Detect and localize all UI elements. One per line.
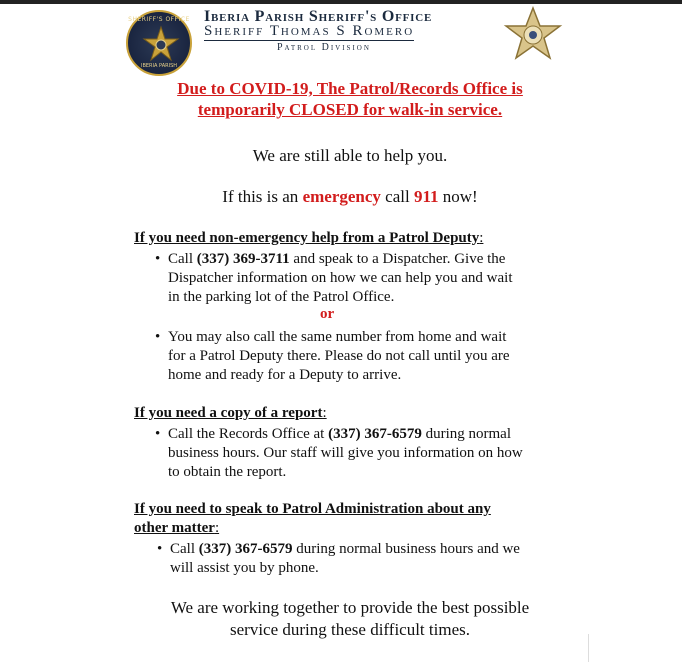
records-phone: (337) 367-6579 xyxy=(328,426,422,442)
or-separator: or xyxy=(320,306,335,322)
section-admin-heading-line-2: other matter xyxy=(134,520,215,536)
bullet-line: home and ready for a Deputy to arrive. xyxy=(168,367,402,383)
sheriff-name: Sheriff Thomas S Romero xyxy=(204,23,415,39)
bullet-dot-icon: • xyxy=(155,251,161,267)
bullet-text: Call the Records Office at xyxy=(168,426,325,442)
top-border xyxy=(0,0,682,4)
closure-notice-line-1: Due to COVID-19, The Patrol/Records Office is xyxy=(177,79,523,98)
seal-top-text: SHERIFF'S OFFICE xyxy=(128,16,190,23)
emergency-suffix: now! xyxy=(442,187,478,206)
office-title: Iberia Parish Sheriff's Office xyxy=(204,8,433,25)
closing-message-line-1: We are working together to provide the best possible xyxy=(170,598,530,617)
bullet-line xyxy=(170,540,520,559)
emergency-line xyxy=(100,187,600,207)
heading-colon: : xyxy=(214,520,220,536)
bullet-text: Call xyxy=(168,251,193,267)
division-name: Patrol Division xyxy=(277,42,371,53)
bullet-dot-icon: • xyxy=(155,329,161,345)
closing-message xyxy=(100,597,600,641)
bullet-text: Call xyxy=(170,541,195,557)
section-report-heading xyxy=(134,405,327,422)
admin-phone: (337) 367-6579 xyxy=(198,541,293,557)
bullet-line xyxy=(168,425,523,444)
closure-notice-line-2: temporarily CLOSED for walk-in service. xyxy=(197,100,503,119)
dispatch-phone: (337) 369-3711 xyxy=(196,251,290,267)
bullet-text: and speak to a Dispatcher. Give the xyxy=(293,251,506,267)
seal-star-icon xyxy=(141,25,181,65)
closure-notice xyxy=(150,78,550,120)
section-non-emergency-heading-text: If you need non-emergency help from a Patrol Deputy xyxy=(134,230,480,246)
help-line: We are still able to help you. xyxy=(252,146,448,165)
bullet-text: during normal xyxy=(425,426,511,442)
heading-colon: : xyxy=(322,405,327,421)
section-report-heading-text: If you need a copy of a report xyxy=(134,405,323,421)
section-admin-heading xyxy=(134,500,491,538)
bullet-dot-icon: • xyxy=(157,541,163,557)
bullet-line xyxy=(168,250,513,269)
bullet-text: during normal business hours and we xyxy=(296,541,520,557)
closing-message-line-2: service during these difficult times. xyxy=(230,620,470,639)
bullet-line: business hours. Our staff will give you information on how xyxy=(168,445,523,461)
seal-bottom-text: IBERIA PARISH xyxy=(140,63,178,69)
bullet-line: will assist you by phone. xyxy=(170,560,319,576)
emergency-number: 911 xyxy=(413,187,439,206)
bullet-line: Dispatcher information on how we can help you and wait xyxy=(168,270,513,286)
emergency-word: emergency xyxy=(302,187,381,206)
section-non-emergency-heading xyxy=(134,230,483,247)
sheriff-office-seal-icon xyxy=(126,10,192,76)
emergency-prefix: If this is an xyxy=(222,187,299,206)
bullet-line: to obtain the report. xyxy=(168,464,287,480)
bullet-dot-icon: • xyxy=(155,426,161,442)
heading-colon: : xyxy=(479,230,484,246)
list-item xyxy=(157,540,520,578)
bullet-line: in the parking lot of the Patrol Office. xyxy=(168,289,395,305)
section-admin-heading-line-1: If you need to speak to Patrol Administration about any xyxy=(134,501,491,517)
sheriff-star-badge-icon xyxy=(502,6,564,68)
list-item xyxy=(155,250,513,307)
page-edge-divider xyxy=(588,634,589,662)
list-item xyxy=(155,425,523,482)
emergency-middle: call xyxy=(385,187,410,206)
list-item xyxy=(155,328,510,385)
bullet-line: You may also call the same number from home and wait xyxy=(168,329,507,345)
bullet-line: for a Patrol Deputy there. Please do not call until you are xyxy=(168,348,510,364)
